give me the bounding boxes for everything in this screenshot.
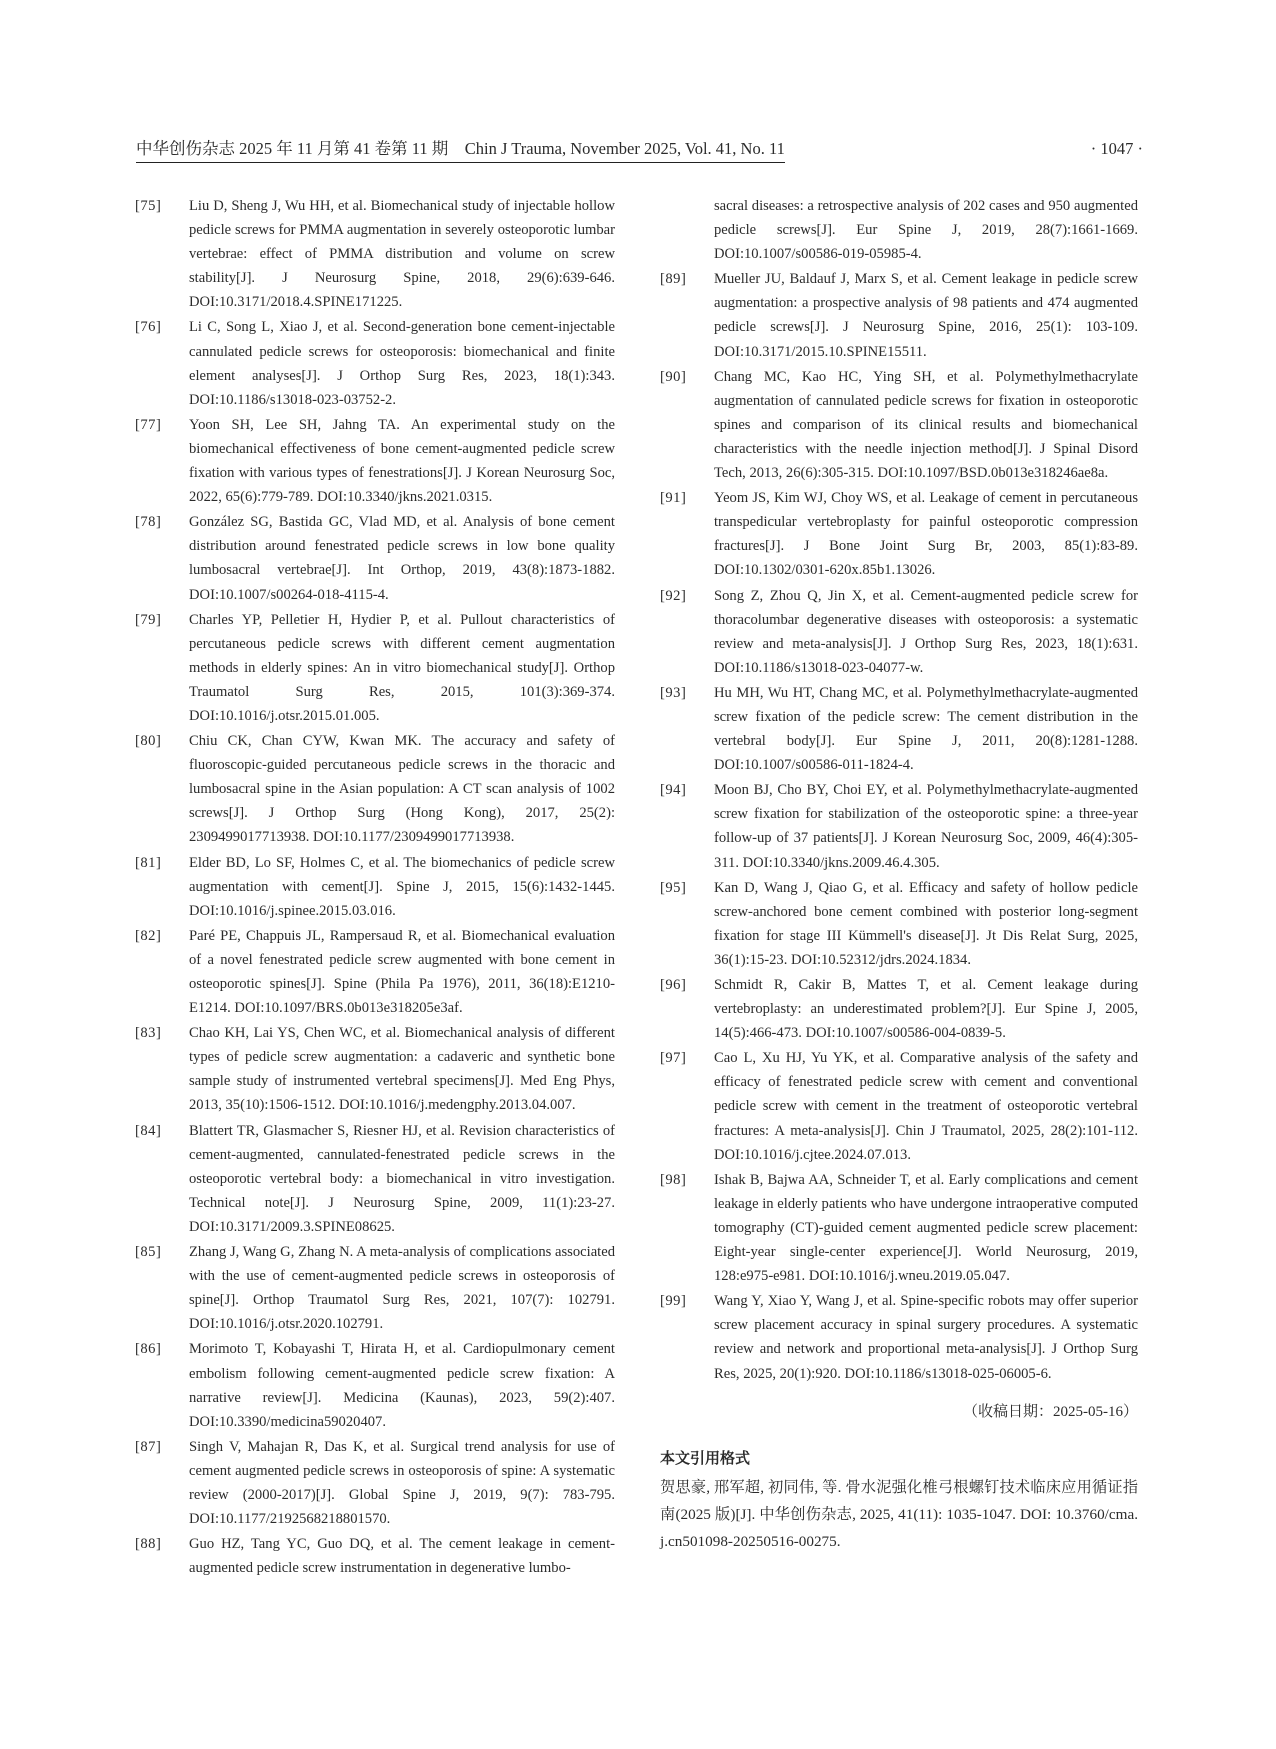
- reference-text: Schmidt R, Cakir B, Mattes T, et al. Cement leakage during vertebroplasty: an underestimated problem?[J]. Eur Spine J, 2005, 14(5):466-473. DOI:10.1007/s00586-004-0839-5.: [714, 977, 1138, 1042]
- reference-item: [660, 486, 1138, 582]
- page-number: · 1047 ·: [1090, 139, 1143, 158]
- reference-number: [78]: [135, 514, 162, 531]
- reference-item: [135, 1119, 615, 1239]
- reference-list-left: [135, 194, 615, 1580]
- reference-item: [660, 1289, 1138, 1385]
- reference-text: Li C, Song L, Xiao J, et al. Second-generation bone cement-injectable cannulated pedicle screws for osteoporosis: biomechanical and finite element analyses[J]. J Orthop Surg Res, 2023, 18(1):343. DOI:10.1186/s13018-023-03752-2.: [189, 319, 615, 408]
- reference-text: González SG, Bastida GC, Vlad MD, et al. Analysis of bone cement distribution around fenestrated pedicle screws in low bone quality lumbosacral vertebrae[J]. Int Orthop, 2019, 43(8):1873-1882. DOI:10.1007/s00264-018-4115-4.: [189, 514, 615, 603]
- reference-number: [80]: [135, 733, 162, 750]
- journal-running-head: 中华创伤杂志 2025 年 11 月第 41 卷第 11 期 Chin J Trauma, November 2025, Vol. 41, No. 11: [136, 138, 785, 163]
- reference-number: [83]: [135, 1025, 162, 1042]
- reference-item: [135, 1337, 615, 1433]
- reference-text: Hu MH, Wu HT, Chang MC, et al. Polymethylmethacrylate-augmented screw fixation of the pedicle screw: The cement distribution in the vertebral body[J]. Eur Spine J, 2011, 20(8):1281-1288. DOI:10.1007/s00586-011-1824-4.: [714, 684, 1138, 774]
- reference-item: [660, 973, 1138, 1045]
- reference-number: [95]: [660, 879, 687, 896]
- reference-item: [135, 1435, 615, 1531]
- page-header: [136, 138, 1143, 162]
- reference-text: Blattert TR, Glasmacher S, Riesner HJ, et al. Revision characteristics of cement-augmented, cannulated-fenestrated pedicle screws in the osteoporotic vertebral body: a biomechanical in vitro investigation. Technical note[J]. J Neurosurg Spine, 2009, 11(1):23-27. DOI:10.3171/2009.3.SPINE08625.: [189, 1122, 615, 1235]
- reference-number: [91]: [660, 490, 687, 507]
- reference-number: [94]: [660, 782, 687, 799]
- reference-number: [90]: [660, 368, 687, 385]
- reference-text: Guo HZ, Tang YC, Guo DQ, et al. The cement leakage in cement-augmented pedicle screw instrumentation in degenerative lumbo-: [189, 1536, 615, 1577]
- reference-text: Elder BD, Lo SF, Holmes C, et al. The biomechanics of pedicle screw augmentation with cement[J]. Spine J, 2015, 15(6):1432-1445. DOI:10.1016/j.spinee.2015.03.016.: [189, 854, 615, 919]
- references-right-column: [660, 194, 1138, 1555]
- citation-format-heading: 本文引用格式: [660, 1448, 751, 1467]
- reference-number: [82]: [135, 927, 162, 944]
- reference-item: [660, 584, 1138, 680]
- reference-item: [135, 413, 615, 509]
- reference-text: Singh V, Mahajan R, Das K, et al. Surgical trend analysis for use of cement augmented pedicle screws in osteoporosis of spine: A systematic review (2000-2017)[J]. Global Spine J, 2019, 9(7): 783-795. DOI:10.1177/2192568218801570.: [189, 1438, 615, 1528]
- reference-item: [135, 1240, 615, 1336]
- reference-text: Cao L, Xu HJ, Yu YK, et al. Comparative analysis of the safety and efficacy of fenestrated pedicle screw with cement and conventional pedicle screw with cement in the treatment of osteoporotic vertebral fractures: A meta-analysis[J]. Chin J Traumatol, 2025, 28(2):101-112. DOI:10.1016/j.cjtee.2024.07.013.: [714, 1050, 1138, 1163]
- reference-number: [79]: [135, 611, 162, 628]
- reference-text: Chiu CK, Chan CYW, Kwan MK. The accuracy and safety of fluoroscopic-guided percutaneous pedicle screws in the thoracic and lumbosacral spine in the Asian population: A CT scan analysis of 1002 screws[J]. J Orthop Surg (Hong Kong), 2017, 25(2): 2309499017713938. DOI:10.1177/2309499017713938.: [189, 733, 615, 846]
- reference-text: Wang Y, Xiao Y, Wang J, et al. Spine-specific robots may offer superior screw placement accuracy in spinal surgery procedures. A systematic review and network and proportional meta-analysis[J]. J Orthop Surg Res, 2025, 20(1):920. DOI:10.1186/s13018-025-06005-6.: [714, 1293, 1138, 1382]
- reference-number: [89]: [660, 271, 687, 288]
- reference-item: [135, 1021, 615, 1117]
- reference-item: [135, 608, 615, 728]
- reference-number: [88]: [135, 1536, 162, 1553]
- reference-text: Kan D, Wang J, Qiao G, et al. Efficacy and safety of hollow pedicle screw-anchored bone cement combined with posterior long-segment fixation for stage III Kümmell's disease[J]. Jt Dis Relat Surg, 2025, 36(1):15-23. DOI:10.52312/jdrs.2024.1834.: [714, 879, 1138, 968]
- reference-number: [84]: [135, 1122, 162, 1139]
- reference-number: [96]: [660, 977, 687, 993]
- reference-text: Mueller JU, Baldauf J, Marx S, et al. Cement leakage in pedicle screw augmentation: a prospective analysis of 98 patients and 474 augmented pedicle screws[J]. J Neurosurg Spine, 2016, 25(1): 103-109. DOI:10.3171/2015.10.SPINE15511.: [714, 271, 1138, 360]
- reference-text: Chang MC, Kao HC, Ying SH, et al. Polymethylmethacrylate augmentation of cannulated pedicle screws for fixation in osteoporotic spines and comparison of its clinical results and biomechanical characteristics with the needle injection method[J]. J Spinal Disord Tech, 2013, 26(6):305-315. DOI:10.1097/BSD.0b013e318246ae8a.: [714, 368, 1138, 482]
- reference-text: Ishak B, Bajwa AA, Schneider T, et al. Early complications and cement leakage in elderly patients who have undergone intraoperative computed tomography (CT)-guided cement augmented pedicle screw placement: Eight-year single-center experience[J]. World Neurosurg, 2019, 128:e975-e981. DOI:10.1016/j.wneu.2019.05.047.: [714, 1171, 1138, 1285]
- reference-text: Yeom JS, Kim WJ, Choy WS, et al. Leakage of cement in percutaneous transpedicular vertebroplasty for painful osteoporotic compression fractures[J]. J Bone Joint Surg Br, 2003, 85(1):83-89. DOI:10.1302/0301-620x.85b1.13026.: [714, 490, 1138, 579]
- reference-number: [97]: [660, 1050, 687, 1067]
- citation-format-text: 贺思豪, 邢军超, 初同伟, 等. 骨水泥强化椎弓根螺钉技术临床应用循证指南(2025 版)[J]. 中华创伤杂志, 2025, 41(11): 1035-1047. DOI: 10.3760/cma.j.cn501098-20250516-00275.: [660, 1478, 1138, 1550]
- reference-item: [660, 778, 1138, 874]
- reference-item: [660, 876, 1138, 972]
- received-date: （收稿日期：2025-05-16）: [963, 1403, 1138, 1420]
- reference-number: [76]: [135, 319, 162, 336]
- reference-text: Paré PE, Chappuis JL, Rampersaud R, et al. Biomechanical evaluation of a novel fenestrated pedicle screw augmented with bone cement in osteoporotic spines[J]. Spine (Phila Pa 1976), 2011, 36(18):E1210-E1214. DOI:10.1097/BRS.0b013e318205e3af.: [189, 927, 615, 1017]
- reference-item: [135, 315, 615, 411]
- reference-number: [86]: [135, 1341, 162, 1358]
- reference-item: [135, 510, 615, 606]
- reference-item: [135, 194, 615, 314]
- reference-text: Charles YP, Pelletier H, Hydier P, et al. Pullout characteristics of percutaneous pedicle screws with different cement augmentation methods in elderly spines: An in vitro biomechanical study[J]. Orthop Traumatol Surg Res, 2015, 101(3):369-374. DOI:10.1016/j.otsr.2015.01.005.: [189, 611, 615, 724]
- reference-number: [92]: [660, 587, 687, 604]
- reference-text: Morimoto T, Kobayashi T, Hirata H, et al. Cardiopulmonary cement embolism following cement-augmented pedicle screw fixation: A narrative review[J]. Medicina (Kaunas), 2023, 59(2):407. DOI:10.3390/medicina59020407.: [189, 1341, 615, 1430]
- reference-number: [85]: [135, 1244, 162, 1261]
- reference-number: [77]: [135, 416, 162, 433]
- reference-text: Song Z, Zhou Q, Jin X, et al. Cement-augmented pedicle screw for thoracolumbar degenerative diseases with osteoporosis: a systematic review and meta-analysis[J]. J Orthop Surg Res, 2023, 18(1):631. DOI:10.1186/s13018-023-04077-w.: [714, 587, 1138, 676]
- reference-item: [660, 681, 1138, 777]
- reference-number: [93]: [660, 684, 687, 701]
- references-left-column: [135, 194, 615, 1581]
- reference-item: [660, 267, 1138, 363]
- reference-text: Moon BJ, Cho BY, Choi EY, et al. Polymethylmethacrylate-augmented screw fixation for stabilization of the osteoporotic spine: a three-year follow-up of 37 patients[J]. J Korean Neurosurg Soc, 2009, 46(4):305-311. DOI:10.3340/jkns.2009.46.4.305.: [714, 782, 1138, 871]
- reference-item: [135, 924, 615, 1020]
- reference-text: Yoon SH, Lee SH, Jahng TA. An experimental study on the biomechanical effectiveness of bone cement-augmented pedicle screw fixation with various types of fenestrations[J]. J Korean Neurosurg Soc, 2022, 65(6):779-789. DOI:10.3340/jkns.2021.0315.: [189, 416, 615, 506]
- reference-item: [135, 1532, 615, 1580]
- reference-item: [135, 851, 615, 923]
- reference-item: [660, 1168, 1138, 1288]
- reference-item: [660, 365, 1138, 485]
- reference-number: [87]: [135, 1438, 162, 1455]
- reference-number: [98]: [660, 1171, 687, 1188]
- reference-item: [135, 729, 615, 849]
- reference-number: [75]: [135, 198, 162, 214]
- reference-text: Zhang J, Wang G, Zhang N. A meta-analysis of complications associated with the use of cement-augmented pedicle screws in osteoporosis of spine[J]. Orthop Traumatol Surg Res, 2021, 107(7): 102791. DOI:10.1016/j.otsr.2020.102791.: [189, 1244, 615, 1333]
- reference-list-right: [660, 267, 1138, 1385]
- reference-text: Chao KH, Lai YS, Chen WC, et al. Biomechanical analysis of different types of pedicle screw augmentation: a cadaveric and synthetic bone sample study of instrumented vertebral specimens[J]. Med Eng Phys, 2013, 35(10):1506-1512. DOI:10.1016/j.medengphy.2013.04.007.: [189, 1025, 615, 1114]
- reference-item: [660, 1046, 1138, 1166]
- reference-text: Liu D, Sheng J, Wu HH, et al. Biomechanical study of injectable hollow pedicle screws for PMMA augmentation in severely osteoporotic lumbar vertebrae: effect of PMMA distribution and volume on screw stability[J]. J Neurosurg Spine, 2018, 29(6):639-646. DOI:10.3171/2018.4.SPINE171225.: [189, 198, 615, 311]
- reference-number: [81]: [135, 854, 162, 871]
- reference-continuation: sacral diseases: a retrospective analysis of 202 cases and 950 augmented pedicle screws[J]. Eur Spine J, 2019, 28(7):1661-1669. DOI:10.1007/s00586-019-05985-4.: [714, 198, 1138, 263]
- reference-number: [99]: [660, 1293, 687, 1310]
